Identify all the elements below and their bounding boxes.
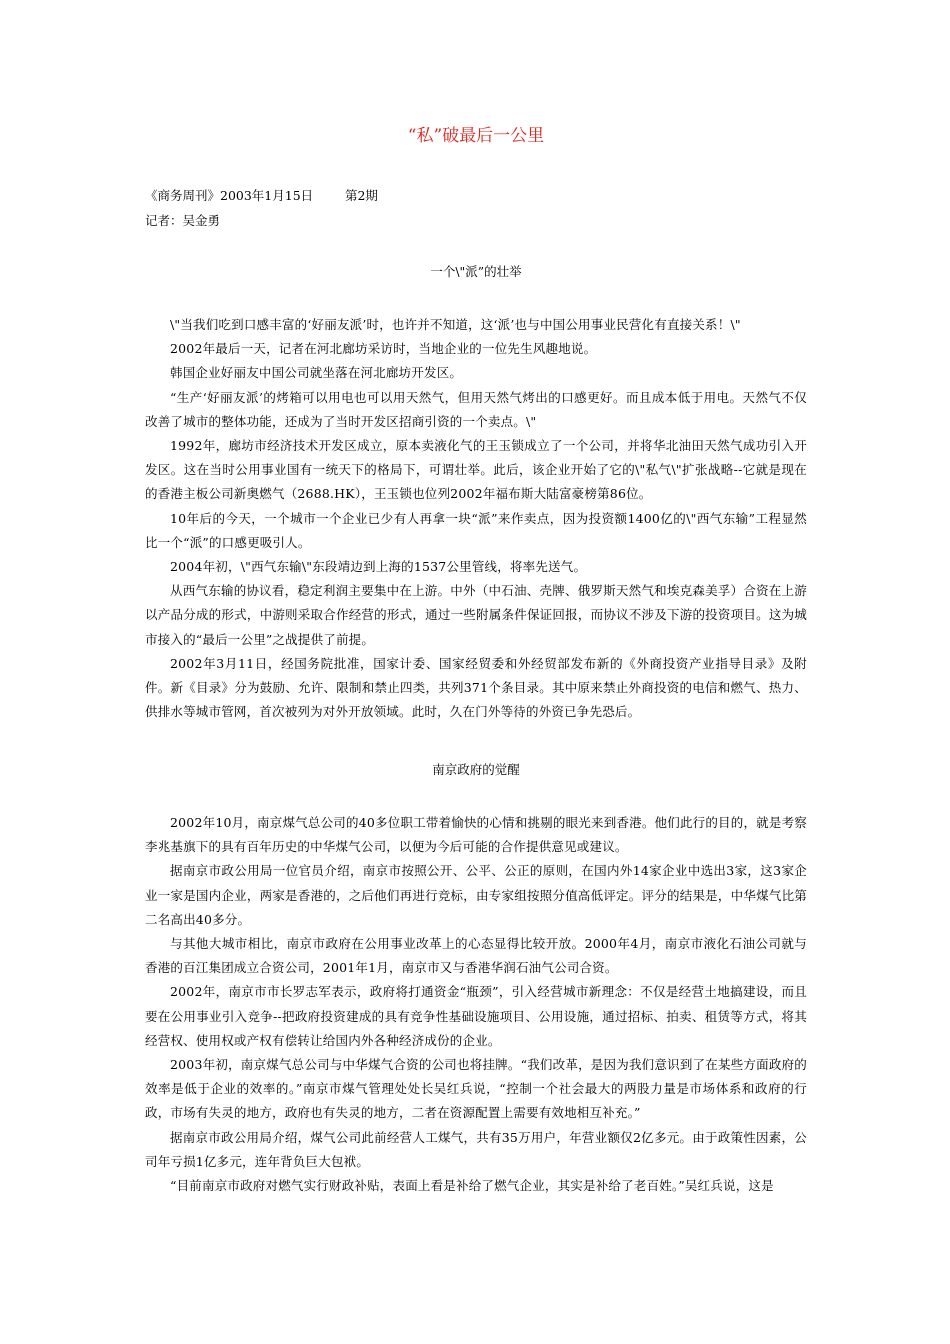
section-body-1 [145, 313, 807, 724]
reporter-line: 记者：吴金勇 [145, 213, 221, 228]
paragraph: 2002年3月11日，经国务院批准，国家计委、国家经贸委和外经贸部发布新的《外商投资产业指导目录》及附件。新《目录》分为鼓励、允许、限制和禁止四类，共列371个条目录。其中原来禁止外商投资的电信和燃气、热力、供排水等城市管网，首次被列为对外开放领域。此时，久在门外等待的外资已争先恐后。 [145, 655, 807, 720]
paragraph: 韩国企业好丽友中国公司就坐落在河北廊坊开发区。 [170, 365, 463, 381]
paragraph: 2003年初，南京煤气总公司与中华煤气合资的公司也将挂牌。“我们改革，是因为我们意识到了在某些方面政府的效率是低于企业的效率的。”南京市煤气管理处处长吴红兵说，“控制一个社会最大的两股力量是市场体系和政府的行政，市场有失灵的地方，政府也有失灵的地方，二者在资源配置上需要有效地相互补充。” [145, 1057, 807, 1121]
paragraph: 1992年，廊坊市经济技术开发区成立，原本卖液化气的王玉锁成立了一个公司，并将华北油田天然气成功引入开发区。这在当时公用事业国有一统天下的格局下，可谓壮举。此后，该企业开始了它的\"私气\"扩张战略--它就是现在的香港主板公司新奥燃气（2688.HK），王玉锁也位列2002年福布斯大陆富豪榜第86位。 [145, 438, 807, 502]
section-heading-2: 南京政府的觉醒 [432, 762, 520, 777]
paragraph: 2004年初，\"西气东输\"东段靖边到上海的1537公里管线，将率先送气。 [170, 559, 587, 575]
paragraph: 与其他大城市相比，南京市政府在公用事业改革上的心态显得比较开放。2000年4月，南京市液化石油公司就与香港的百江集团成立合资公司，2001年1月，南京市又与香港华润石油气公司合资。 [145, 936, 807, 976]
paragraph: 从西气东输的协议看，稳定利润主要集中在上游。中外（中石油、壳牌、俄罗斯天然气和埃克森美孚）合资在上游以产品分成的形式，中游则采取合作经营的形式，通过一些附属条件保证回报，而协议不涉及下游的投资项目。这为城市接入的“最后一公里”之战提供了前提。 [145, 583, 807, 647]
article-title: “私”破最后一公里 [407, 126, 545, 146]
paragraph: 据南京市政公用局一位官员介绍，南京市按照公开、公平、公正的原则，在国内外14家企业中选出3家，这3家企业一家是国内企业，两家是香港的，之后他们再进行竞标，由专家组按照分值高低评定。评分的结果是，中华煤气比第二名高出40多分。 [145, 863, 807, 927]
paragraph: 2002年，南京市市长罗志军表示，政府将打通资金“瓶颈”，引入经营城市新理念：不仅是经营土地搞建设，而且要在公用事业引入竞争--把政府投资建成的具有竞争性基础设施项目、公用设施，通过招标、拍卖、租赁等方式，将其经营权、使用权或产权有偿转让给国内外各种经济成份的企业。 [145, 984, 807, 1048]
paragraph: “生产‘好丽友派’的烤箱可以用电也可以用天然气，但用天然气烤出的口感更好。而且成本低于用电。天然气不仅改善了城市的整体功能，还成为了当时开发区招商引资的一个卖点。\" [145, 389, 807, 429]
section-heading-1: 一个\"派”的壮举 [430, 264, 522, 279]
source-line: 《商务周刊》2003年1月15日 第2期 [145, 188, 378, 203]
paragraph: 据南京市政公用局介绍，煤气公司此前经营人工煤气，共有35万用户，年营业额仅2亿多元。由于政策性因素，公司年亏损1亿多元，连年背负巨大包袱。 [145, 1129, 807, 1169]
paragraph: 2002年最后一天，记者在河北廊坊采访时，当地企业的一位先生风趣地说。 [170, 341, 597, 357]
paragraph: “目前南京市政府对燃气实行财政补贴，表面上看是补给了燃气企业，其实是补给了老百姓。”吴红兵说，这是 [170, 1178, 774, 1194]
paragraph: 2002年10月，南京煤气总公司的40多位职工带着愉快的心情和挑剔的眼光来到香港。他们此行的目的，就是考察李兆基旗下的具有百年历史的中华煤气公司，以便为今后可能的合作提供意见或建议。 [145, 815, 807, 855]
paragraph: 10年后的今天，一个城市一个企业已少有人再拿一块“派”来作卖点，因为投资额1400亿的\"西气东输”工程显然比一个“派”的口感更吸引人。 [145, 510, 807, 550]
paragraph: \"当我们吃到口感丰富的‘好丽友派’时，也许并不知道，这‘派’也与中国公用事业民营化有直接关系！\" [170, 317, 741, 332]
section-body-2 [145, 811, 807, 1198]
